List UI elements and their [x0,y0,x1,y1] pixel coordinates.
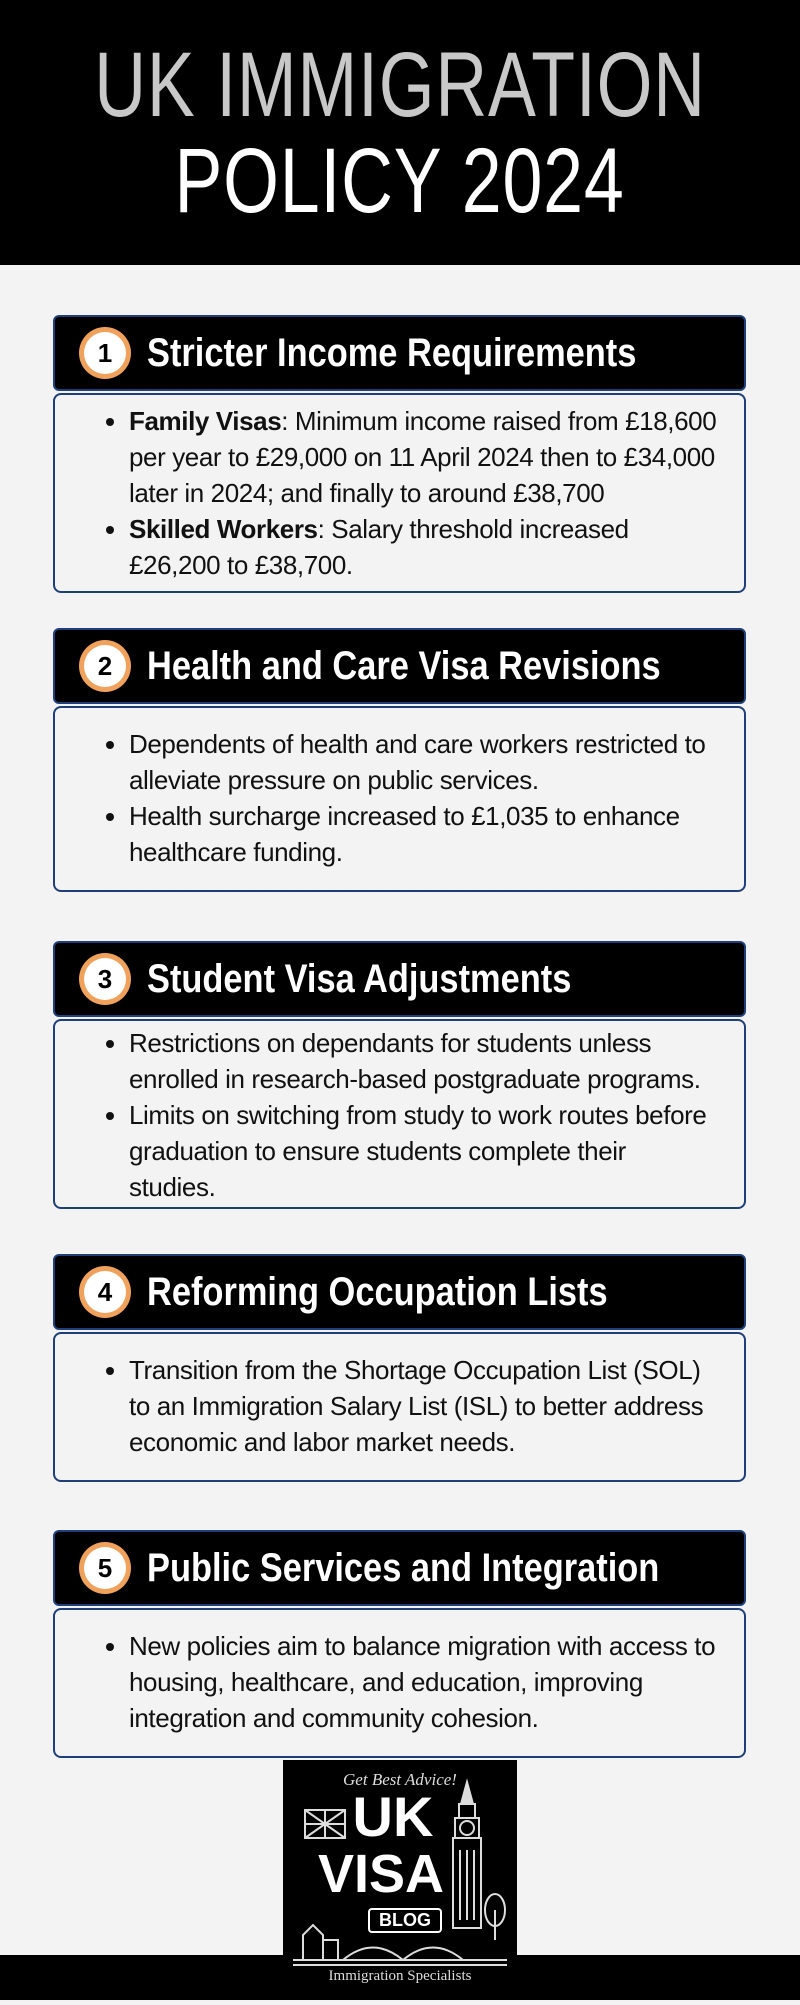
number-badge-label: 4 [84,1271,126,1313]
section-health-care-visa [53,628,746,892]
list-item: • Health surcharge increased to £1,035 to enhance healthcare funding. [129,798,718,870]
number-badge [79,1266,131,1318]
section-header [53,628,746,704]
item-keyword: Family Visas [129,406,282,436]
section-occupation-lists [53,1254,746,1482]
number-badge [79,953,131,1005]
item-text: : Salary threshold increased £26,200 to £38,700. [129,514,629,580]
section-header [53,941,746,1017]
bullet-list [75,1025,718,1205]
section-body [53,1019,746,1209]
hero-banner [0,0,800,265]
section-header [53,1530,746,1606]
section-title: Reforming Occupation Lists [147,1269,608,1314]
section-public-services [53,1530,746,1758]
logo-footer-text: Immigration Specialists [328,1968,472,1984]
section-income-requirements [53,315,746,593]
section-body [53,706,746,892]
list-item [129,403,718,511]
hero-title-line-2: POLICY 2024 [174,129,626,232]
item-text: : Minimum income raised from £18,600 per year to £29,000 on 11 April 2024 then to £34,000 later in 2024; and finally to around £38,700 [129,406,717,508]
number-badge [79,1542,131,1594]
section-header [53,1254,746,1330]
list-item [129,511,718,583]
number-badge-label: 5 [84,1547,126,1589]
bullet-list [75,1352,718,1460]
section-title: Student Visa Adjustments [147,956,572,1001]
section-title: Health and Care Visa Revisions [147,643,661,688]
bullet-list [75,1628,718,1736]
uk-visa-blog-logo [283,1760,517,2000]
number-badge-label: 3 [84,958,126,1000]
section-header [53,315,746,391]
section-student-visa [53,941,746,1209]
number-badge [79,327,131,379]
list-item: • New policies aim to balance migration with access to housing, healthcare, and education, improving integration and community cohesion. [129,1628,718,1736]
list-item: • Restrictions on dependants for students unless enrolled in research-based postgraduate programs. [129,1025,718,1097]
item-keyword: Skilled Workers [129,514,318,544]
logo-word-uk: UK [352,1785,434,1848]
bullet-list [75,726,718,870]
bullet-list [75,403,718,583]
list-item: • Transition from the Shortage Occupation List (SOL) to an Immigration Salary List (ISL) to better address economic and labor market needs. [129,1352,718,1460]
hero-title-line-1: UK IMMIGRATION [94,33,706,136]
section-title: Stricter Income Requirements [147,330,637,375]
number-badge-label: 2 [84,645,126,687]
section-body [53,393,746,593]
list-item: • Dependents of health and care workers restricted to alleviate pressure on public services. [129,726,718,798]
logo-tagline: Get Best Advice! [343,1770,457,1789]
list-item: • Limits on switching from study to work routes before graduation to ensure students complete their studies. [129,1097,718,1205]
logo-word-blog: BLOG [368,1908,442,1933]
section-body [53,1332,746,1482]
section-body [53,1608,746,1758]
number-badge-label: 1 [84,332,126,374]
number-badge [79,640,131,692]
logo-word-visa: VISA [317,1844,445,1904]
section-title: Public Services and Integration [147,1545,660,1590]
